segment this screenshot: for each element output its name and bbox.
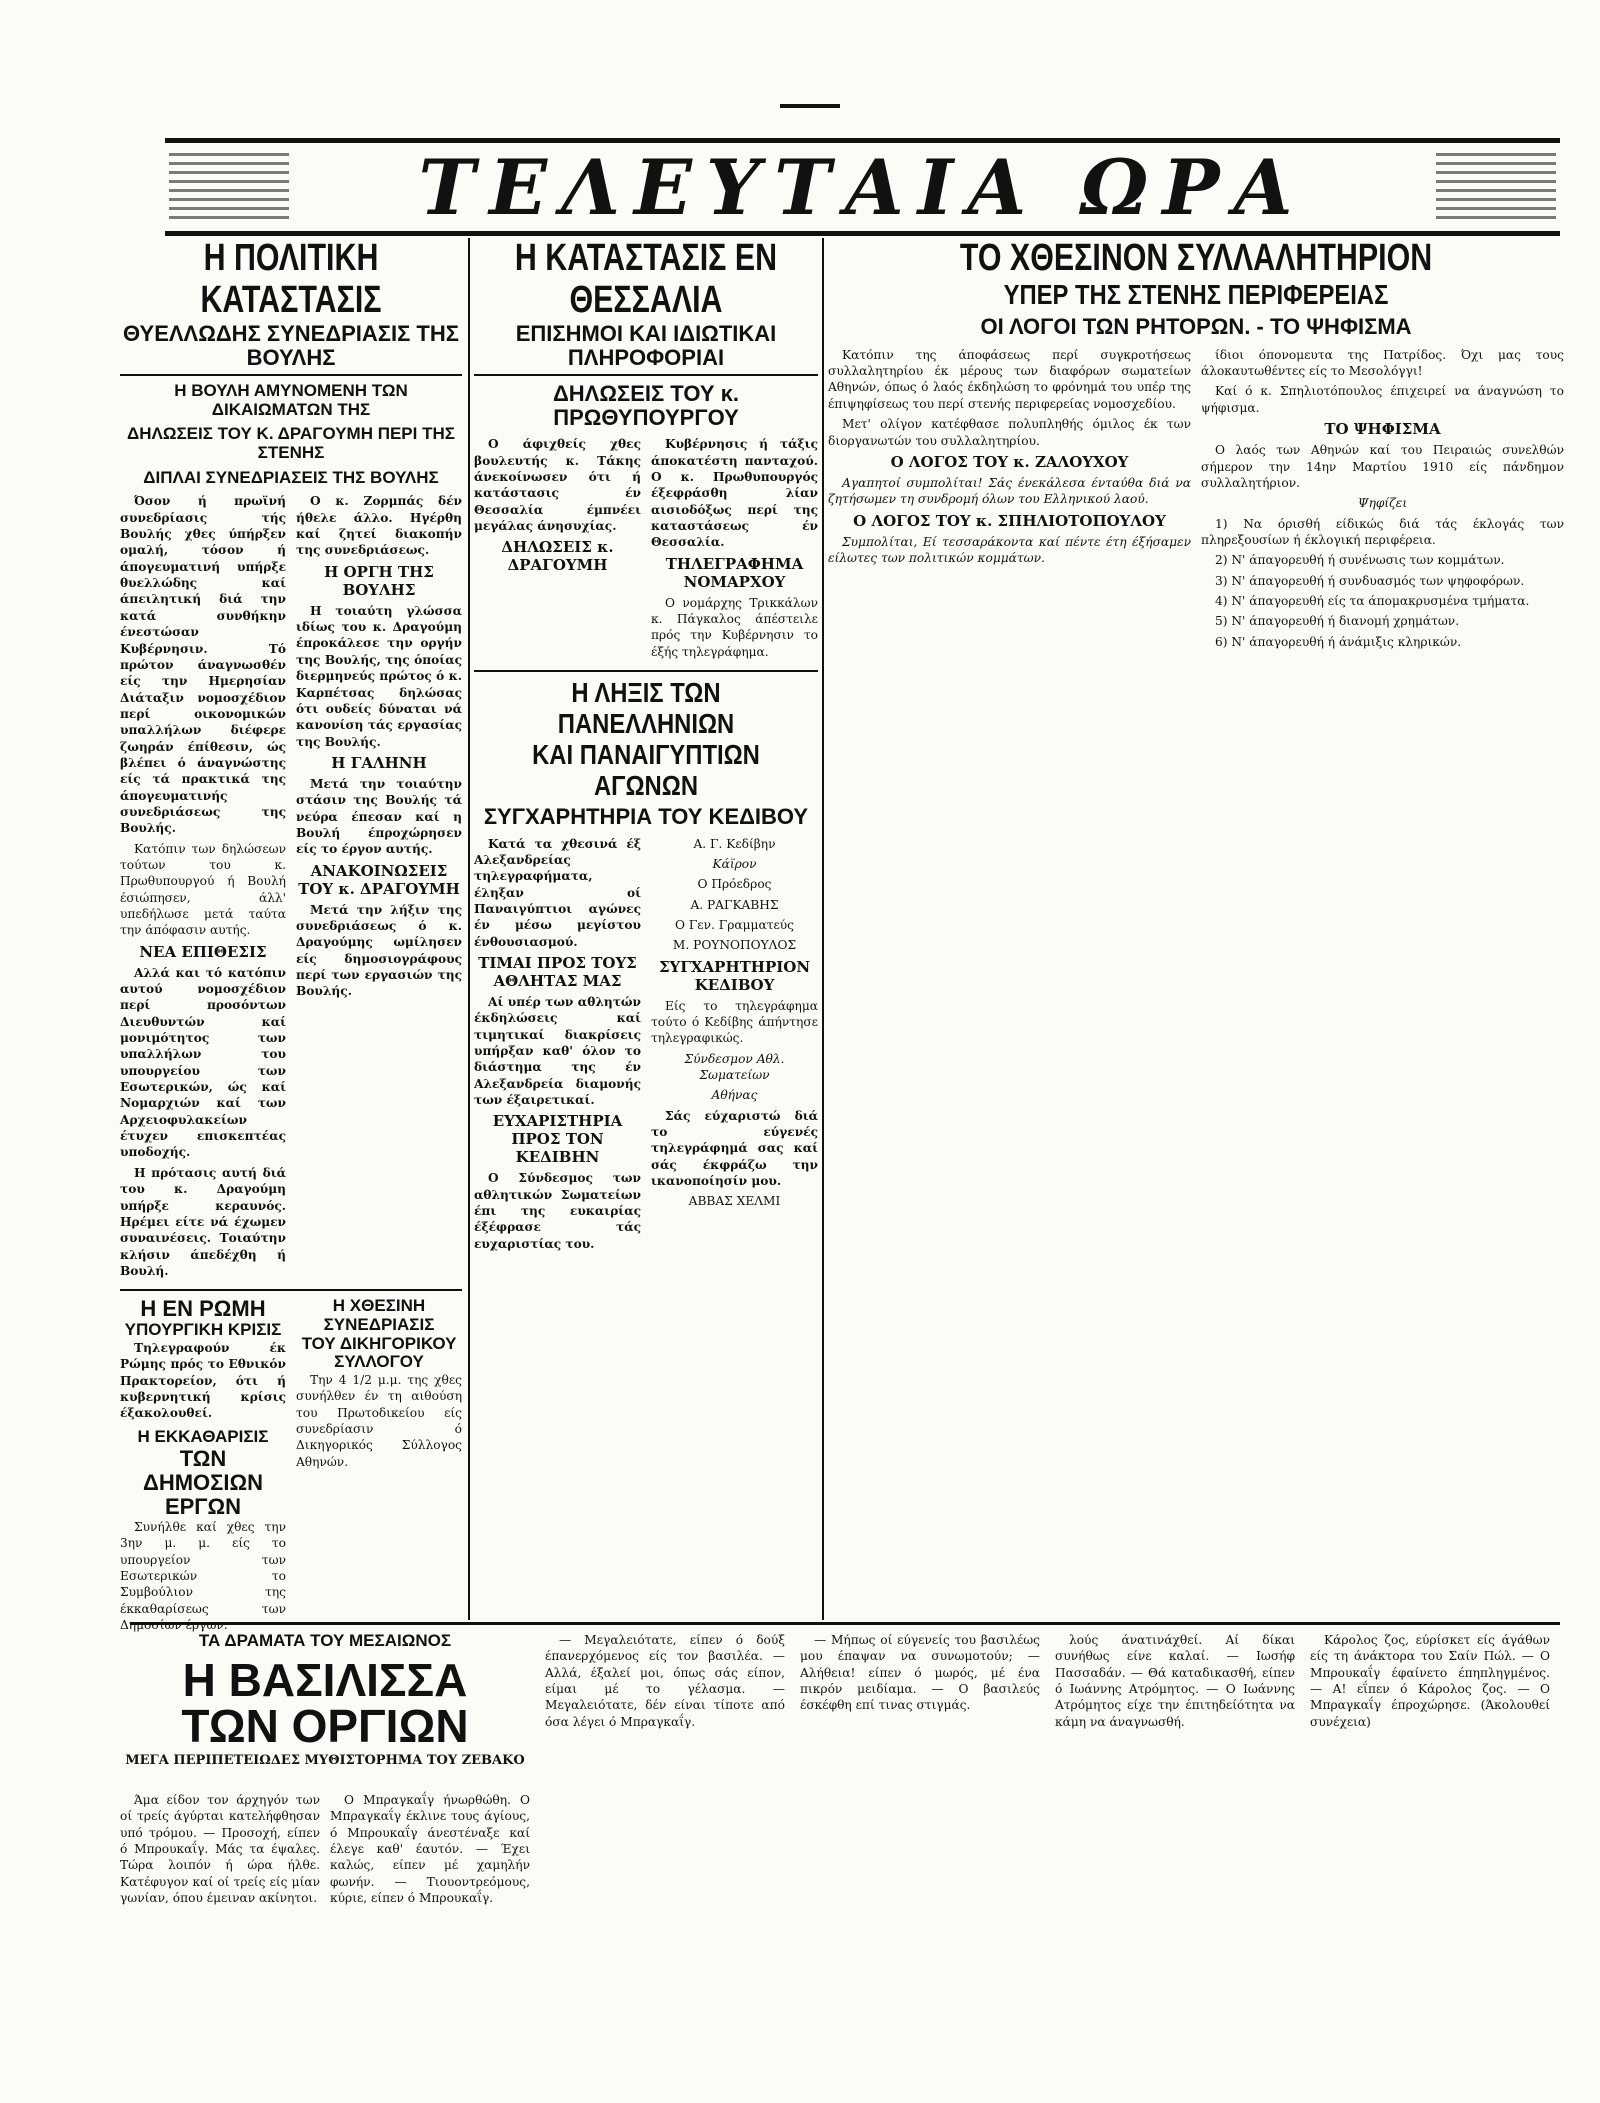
serial-text-4: — Μήπως οί εύγενείς του βασιλέως μου έπαψαν να συνωμοτούν; — Αλήθεια! είπεν ό μωρός, μέ ένα πικρόν μειδίαμα. — Ο βασιλεύς έσκέφθη επί τινας στιγμάς. <box>800 1633 1040 1713</box>
serial-text-2: Ο Μπραγκαΐγ ήνωρθώθη. Ο Μπραγκαΐγ έκλινε τους άγίους, ό Μπρουκαΐγ άνεστέναξε καί έλεγε καθ' έαυτόν. — Έχει καλώς, είπεν μέ χαμηλήν φωνήν. — Τιουοντρεόμους, κύριε, είπεν ό Μπρουκαΐγ. <box>330 1793 530 1906</box>
games-secretary: Ο Γεν. Γραμματεύς <box>674 917 794 932</box>
rally-sub1: ΥΠΕΡ ΤΗΣ ΣΤΕΝΗΣ ΠΕΡΙΦΕΡΕΙΑΣ <box>1003 278 1389 310</box>
thessaly-dragoumis-head: ΔΗΛΩΣΕΙΣ κ. ΔΡΑΓΟΥΜΗ <box>501 538 614 575</box>
rally-p3: Αγαπητοί συμπολίται! Σάς ένεκάλεσα ένταύθα διά να ζητήσωμεν τη συνδρομή όλων του Ελληνικού λαού. <box>828 475 1191 507</box>
serial-text-6: Κάρολος ζος, εύρίσκετ είς άγάθων είς τη άνάκτορα του Σαίν Πώλ. — Ο Μπρουκαΐγ έφαίνετο έπηπληγμένος. — Α! εΐπεν ό Κάρολος ζος. — Ο Μπραγκαΐγ έπροχώρησε. (Άκολουθεί συνέχεια) <box>1310 1633 1550 1729</box>
rally-p2: Μετ' ολίγον κατέφθασε πολυπληθής όμιλος έκ των διοργανωτών του συλλαλητηρίου. <box>828 417 1191 448</box>
politics-calm-head: Η ΓΑΛΗΝΗ <box>331 753 427 772</box>
serial-col-5 <box>1055 1632 1295 1734</box>
politics-new-attack-head: ΝΕΑ ΕΠΙΘΕΣΙΣ <box>139 942 267 961</box>
thessaly-p1: Ο άφιχθείς χθες βουλευτής κ. Τάκης άνεκοίνωσεν ότι ή κατάστασις έν Θεσσαλία έμπνέει μεγάλας άνησυχίας. <box>474 437 641 534</box>
public-works-text: Συνήλθε καί χθες την 3ην μ. μ. είς το υπουργείον των Εσωτερικών το Συμβούλιον της έκκαθαρίσεως των Δημοσίων έργων. <box>120 1520 286 1633</box>
games-rangavis: Α. ΡΑΓΚΑΒΗΣ <box>690 897 779 912</box>
serial-text-3: — Μεγαλειότατε, είπεν ό δούξ έπανερχόμενος είς τον βασιλέα. — Αλλά, έξαλεί μοι, όπως σάς είπον, είμαι μέ το γέλασμα. — Μεγαλειότατε, δέν είναι τίποτε από όσα λέγει ό Μπραγκαΐγ. <box>545 1633 785 1729</box>
games-honors-head: ΤΙΜΑΙ ΠΡΟΣ ΤΟΥΣ ΑΘΛΗΤΑΣ ΜΑΣ <box>478 953 637 990</box>
games-p5: Αί υπέρ των αθλητών έκδηλώσεις καί τιμητικαί διακρίσεις υπήρξαν καθ' όλον το διάστημα της έν Αλεξανδρεία διαμονής των έξαιρετικαί. <box>474 994 641 1107</box>
rally-right1: ίδιοι όπονομευτα της Πατρίδος. Όχι μας τους άλοκαυτωθέντες είς το Μεσολόγγι! <box>1201 347 1564 379</box>
politics-divider <box>120 1289 462 1291</box>
games-khedive-head: ΣΥΓΧΑΡΗΤΗΡΙΟΝ ΚΕΔΙΒΟΥ <box>658 957 811 994</box>
thessaly-sub2: ΔΗΛΩΣΕΙΣ ΤΟΥ κ. ΠΡΩΘΥΠΟΥΡΓΟΥ <box>552 380 740 431</box>
rally-right4: 1) Να όρισθή είδικώς διά τάς έκλογάς των πληρεξουσίων ή έκλογική περιφέρεια. <box>1201 516 1564 547</box>
rally-votes: Ψηφίζει <box>1357 496 1408 511</box>
column-rally <box>828 238 1564 1618</box>
masthead-ornament-right <box>1436 151 1556 219</box>
thessaly-title: Η ΚΑΤΑΣΤΑΣΙΣ ΕΝ ΘΕΣΣΑΛΙΑ <box>514 237 778 321</box>
politics-p2: Κατόπιν των δηλώσεων τούτων του κ. Πρωθυπουργού ή Βουλή έσιώπησεν, άλλ' υπεδήλωσε μετά ταύτα την άπόφασιν αυτής. <box>120 841 286 938</box>
politics-right-d: Μετά την λήξιν της συνεδριάσεως ό κ. Δραγούμης ωμίλησεν είς δημοσιογράφους περί των εργασιών της Βουλής. <box>296 902 462 999</box>
games-title-b: ΚΑΙ ΠΑΝΑΙΓΥΠΤΙΩΝ ΑΓΩΝΩΝ <box>532 738 760 801</box>
politics-sub1: ΘΥΕΛΛΩΔΗΣ ΣΥΝΕΔΡΙΑΣΙΣ ΤΗΣ ΒΟΥΛΗΣ <box>120 322 462 376</box>
rally-title: ΤΟ ΧΘΕΣΙΝΟΝ ΣΥΛΛΑΛΗΤΗΡΙΟΝ <box>959 237 1433 279</box>
column-politics <box>120 237 462 1633</box>
rome-head: Η ΕΝ ΡΩΜΗ <box>140 1296 266 1322</box>
rally-right2: Καί ό κ. Σπηλιοτόπουλος έπιχειρεί να άναγνώση το ψήφισμα. <box>1201 384 1564 415</box>
rally-sub2: ΟΙ ΛΟΓΟΙ ΤΩΝ ΡΗΤΟΡΩΝ. - ΤΟ ΨΗΦΙΣΜΑ <box>980 313 1412 339</box>
games-abbas: ΑΒΒΑΣ ΧΕΛΜΙ <box>688 1194 781 1209</box>
politics-p1: Όσον ή πρωϊνή συνεδρίασις τής Βουλής χθες ύπήρξεν ομαλή, τόσον ή άπογευματινή υπήρξε θυελλώδης καί άπειλητική διά την κατά συνθήκην ένεστώσαν Κυβέρνησιν. Τό πρώτον άναγνωσθέν είς την Ημερησίαν Διάταξιν νομοσχέδιον περί οικονομικών υπαλλήλων διέφερε ζωηράν έπίθεσιν, ώς βλέπει ό άναγνώστης είς τά πρακτικά της άπογευματινής συνεδριάσεως της Βουλής. <box>120 494 286 836</box>
games-divider <box>474 670 818 672</box>
column-rule-2 <box>822 238 824 1620</box>
thessaly-p3: Ο νομάρχης Τρικκάλων κ. Πάγκαλος άπέστειλε πρός την Κυβέρνησιν το έξής τηλεγράφημα. <box>651 595 818 659</box>
games-thanks-text: Σάς εύχαριστώ διά το εύγενές τηλεγράφημά σας καί σάς έκφράζω την ικανοποίησίν μου. <box>651 1108 818 1188</box>
games-cairo: Κάϊρον <box>712 856 757 871</box>
masthead-title: ΤΕΛΕΥΤΑΙΑ ΩΡΑ <box>418 142 1307 232</box>
rally-right8: 5) Ν' άπαγορευθή ή διανομή χρημάτων. <box>1215 614 1460 629</box>
politics-p3: Αλλά και τό κατόπιν αυτού νομοσχέδιον περί προσόντων Διευθυντών καί μονιμότητος των υπαλλήλων του υπουργείου των Εσωτερικών, ώς καί Νομαρχιών καί των Αρχειοφυλακείων έτυχεν επισκεπτέας υποδοχής. <box>120 965 286 1160</box>
games-addressee: Σύνδεσμον Αθλ. Σωματείων <box>684 1051 785 1082</box>
rally-speech1-head: Ο ΛΟΓΟΣ ΤΟΥ κ. ΖΑΛΟΥΧΟΥ <box>890 452 1129 471</box>
top-divider <box>780 104 840 108</box>
serial-header <box>120 1632 530 1772</box>
games-title-c: ΣΥΓΧΑΡΗΤΗΡΙΑ ΤΟΥ ΚΕΔΙΒΟΥ <box>483 804 809 830</box>
games-p4: Κατά τα χθεσινά έξ Αλεξανδρείας τηλεγραφήματα, έληξαν οί Παναιγύπτιοι αγώνες έν μέσω μεγίστου ένθουσιασμού. <box>474 836 641 949</box>
bar-meeting-text: Την 4 1/2 μ.μ. της χθες συνήλθεν έν τη αιθούση του Πρωτοδικείου είς συνεδρίασιν ό Δικηγορικός Σύλλογος Αθηνών. <box>296 1372 462 1469</box>
column-rule-1 <box>468 238 470 1620</box>
games-athens: Αθήνας <box>711 1088 758 1103</box>
politics-sub2: Η ΒΟΥΛΗ ΑΜΥΝΟΜΕΝΗ ΤΩΝ ΔΙΚΑΙΩΜΑΤΩΝ ΤΗΣ <box>174 380 408 419</box>
politics-title: Η ΠΟΛΙΤΙΚΗ ΚΑΤΑΣΤΑΣΙΣ <box>200 237 382 321</box>
public-works-head: ΤΩΝ ΔΗΜΟΣΙΩΝ ΕΡΓΩΝ <box>143 1445 263 1519</box>
serial-title-1: Η ΒΑΣΙΛΙΣΣΑ <box>182 1653 468 1706</box>
rally-right6: 3) Ν' άπαγορευθή ή συνδυασμός των ψηφοφόρων. <box>1215 573 1525 588</box>
thessaly-telegram-head: ΤΗΛΕΓΡΑΦΗΜΑ ΝΟΜΑΡΧΟΥ <box>665 554 804 591</box>
rally-right7: 4) Ν' άπαγορευθή είς τα άπομακρυσμένα τμήματα. <box>1215 593 1530 608</box>
thessaly-p2: Κυβέρνησις ή τάξις άποκατέστη πανταχού. Ο κ. Πρωθυπουργός έξεφράσθη λίαν αισιοδόξως περί της καταστάσεως έν Θεσσαλία. <box>651 437 818 550</box>
rally-right5: 2) Ν' άπαγορευθή ή συνένωσις των κομμάτων. <box>1215 553 1505 568</box>
politics-right-a: Ο κ. Ζορμπάς δέν ήθελε άλλο. Ηγέρθη καί ζητεί διακοπήν της συνεδριάσεως. <box>296 494 462 558</box>
serial-text-5: λούς άνατινάχθεί. Αί δίκαι συνήθως είνε καλαί. — Ιωσήφ Πασσαδάν. — Θά καταδικασθή, είπεν ό Ιωάννης Ατρόμητος. — Ο Ιωάννης Ατρόμητος είχε την έπιτηδείότητα να κάμη να άναγνωσθή. <box>1055 1633 1295 1729</box>
serial-col-2 <box>330 1792 530 1910</box>
games-sign1: Α. Γ. Κεδίβην <box>693 836 776 851</box>
rome-sub: ΥΠΟΥΡΓΙΚΗ ΚΡΙΣΙΣ <box>124 1320 282 1340</box>
serial-text-1: Άμα είδον τον άρχηγόν των οί τρείς άγύρται κατελήφθησαν υπό τρόμου. — Προσοχή, είπεν ό Μπρουκαΐγ. Μάς τα έψαλες. Τώρα λοιπόν ή ώρα ήλθε. Κατέφυγον καί οί τρείς είς μίαν γωνίαν, όπου έμειναν ακίνητοι. <box>120 1793 320 1906</box>
politics-sub3: ΔΗΛΩΣΕΙΣ ΤΟΥ Κ. ΔΡΑΓΟΥΜΗ ΠΕΡΙ ΤΗΣ ΣΤΕΝΗΣ <box>127 424 455 463</box>
games-title-a: Η ΛΗΞΙΣ ΤΩΝ ΠΑΝΕΛΛΗΝΙΩΝ <box>557 677 735 739</box>
rally-right3: Ο λαός των Αθηνών καί του Πειραιώς συνελθών σήμερον την 14ην Μαρτίου 1910 είς πάνδημον συλλαλητήριον. <box>1201 443 1564 490</box>
serial-col-1 <box>120 1792 320 1910</box>
rally-speech2-head: Ο ΛΟΓΟΣ ΤΟΥ κ. ΣΠΗΛΙΟΤΟΠΟΥΛΟΥ <box>853 511 1166 530</box>
serial-col-6 <box>1310 1632 1550 1734</box>
rally-p4: Συμπολίται, Εί τεσσαράκοντα καί πέντε έτη έξήσαμεν είλωτες των πολιτικών κομμάτων. <box>828 534 1191 565</box>
games-khedive-text: Είς το τηλεγράφημα τούτο ό Κεδίβης άπήντησε τηλεγραφικώς. <box>651 998 818 1046</box>
serial-col-4 <box>800 1632 1040 1718</box>
politics-sub4: ΔΙΠΛΑΙ ΣΥΝΕΔΡΙΑΣΕΙΣ ΤΗΣ ΒΟΥΛΗΣ <box>143 467 439 487</box>
rally-p1: Κατόπιν της άποφάσεως περί συγκροτήσεως συλλαλητηρίου έκ μέρους των διαφόρων σωματείων Αθηνών, όπως ό λαός έκδηλώση το φρόνημά του υπέρ της έπιψηφίσεως του περί στενής περιφερείας νομοσχεδίου. <box>828 347 1191 411</box>
politics-anger-head: Η ΟΡΓΗ ΤΗΣ ΒΟΥΛΗΣ <box>324 562 434 599</box>
rally-right9: 6) Ν' άπαγορευθή ή άνάμιξις κληρικών. <box>1215 634 1462 649</box>
masthead-ornament-left <box>169 151 289 219</box>
liquidation-head: Η ΕΚΚΑΘΑΡΙΣΙΣ <box>137 1426 269 1446</box>
games-president: Ο Πρόεδρος <box>697 877 772 892</box>
politics-right-c: Μετά την τοιαύτην στάσιν της Βουλής τά νεύρα έπεσαν καί η Βουλή έπροχώρησεν είς το έργον αυτής. <box>296 776 462 857</box>
games-thanks-head: ΕΥΧΑΡΙΣΤΗΡΙΑ ΠΡΟΣ ΤΟΝ ΚΕΔΙΒΗΝ <box>492 1112 623 1167</box>
column-thessaly <box>474 238 818 1618</box>
politics-announcements-head: ΑΝΑΚΟΙΝΩΣΕΙΣ ΤΟΥ κ. ΔΡΑΓΟΥΜΗ <box>298 861 460 898</box>
games-p6: Ο Σύνδεσμος των αθλητικών Σωματείων έπι της ευκαιρίας έξέφρασε τάς ευχαριστίας του. <box>474 1171 641 1251</box>
serial-kicker: ΤΑ ΔΡΑΜΑΤΑ ΤΟΥ ΜΕΣΑΙΩΝΟΣ <box>198 1631 452 1650</box>
serial-col-3 <box>545 1632 785 1734</box>
bar-meeting-head: Η ΧΘΕΣΙΝΗ ΣΥΝΕΔΡΙΑΣΙΣ <box>323 1296 435 1334</box>
serial-title-2: ΤΩΝ ΟΡΓΙΩΝ <box>181 1699 469 1752</box>
thessaly-sub1: ΕΠΙΣΗΜΟΙ ΚΑΙ ΙΔΙΩΤΙΚΑΙ ΠΛΗΡΟΦΟΡΙΑΙ <box>474 322 818 376</box>
politics-right-b: Η τοιαύτη γλώσσα ιδίως του κ. Δραγούμη έπροκάλεσε την οργήν της Βουλής, της όποίας διερμηνεύς πρώτος ό κ. Καρπέτσας δηλώσας ότι ουδείς δύναται νά κανονίση τάς εργασίας της Βουλής. <box>296 603 462 749</box>
bar-association-head: ΤΟΥ ΔΙΚΗΓΟΡΙΚΟΥ ΣΥΛΛΟΓΟΥ <box>301 1333 457 1372</box>
rome-text: Τηλεγραφούν έκ Ρώμης πρός το Εθνικόν Πρακτορείον, ότι ή κυβερνητική κρίσις έξακολουθεί. <box>120 1341 286 1421</box>
masthead <box>165 138 1560 236</box>
rally-resolution-head: ΤΟ ΨΗΦΙΣΜΑ <box>1324 420 1441 439</box>
games-rounopoulos: Μ. ΡΟΥΝΟΠΟΥΛΟΣ <box>672 938 797 953</box>
serial-section <box>120 1632 1560 2087</box>
serial-subtitle: ΜΕΓΑ ΠΕΡΙΠΕΤΕΙΩΔΕΣ ΜΥΘΙΣΤΟΡΗΜΑ ΤΟΥ ΖΕΒΑΚΟ <box>125 1752 525 1768</box>
politics-p4: Η πρότασις αυτή διά του κ. Δραγούμη υπήρξε κεραυνός. Ηρέμει είτε νά έχωμεν συναινέσεις. Τοιαύτην κλήσιν άπεδέχθη ή Βουλή. <box>120 1165 286 1278</box>
